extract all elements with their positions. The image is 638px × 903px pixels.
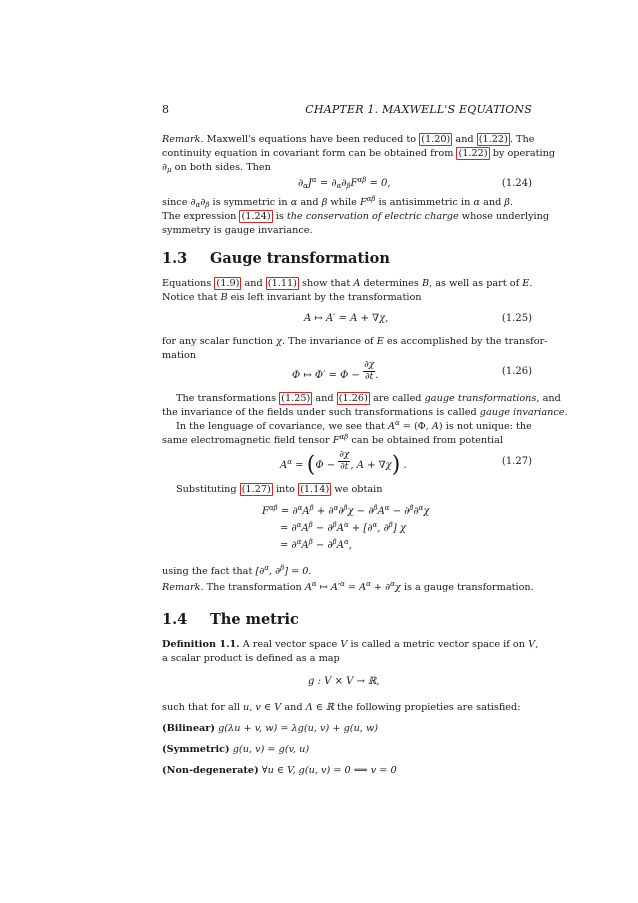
using-fact-line: using the fact that [∂$^\alpha$, ∂$^\beta$] = 0.	[162, 564, 312, 577]
substituting-line: Substituting (1.27) into (1.14) we obtain	[176, 484, 383, 495]
ref-eq-1-25[interactable]: (1.25)	[281, 393, 311, 404]
section-heading-1-4: 1.4 The metric	[162, 611, 299, 628]
equation-1-24: $\partial_\alpha J^\alpha = \partial_\alpha\partial_\beta F^{\alpha\beta} = 0$, (1.24)	[298, 176, 532, 190]
after-eq-1-25-line-2: mation	[162, 350, 197, 361]
after-eq-1-24-line-2: The expression (1.24) is the conservation of electric charge whose underlying	[162, 211, 550, 222]
equation-number: (1.24)	[501, 178, 532, 189]
after-eq-1-24-line-1: since $\partial_\alpha\partial_\beta$ is symmetric in α and β while $F^{\alpha\beta}$ is antisimmetric in α and β.	[162, 195, 514, 209]
gauge-line-2: Notice that B eis left invariant by the transformation	[162, 292, 422, 303]
equation-number: (1.27)	[501, 456, 532, 467]
remark-1-line-2: continuity equation in covariant form can be obtained from (1.22) by operating	[162, 148, 556, 159]
ref-eq-1-27[interactable]: (1.27)	[241, 484, 271, 495]
gauge-line-1: Equations (1.9) and (1.11) show that A determines B, as well as part of E.	[162, 278, 533, 289]
definition-line-3: such that for all u, v ∈ V and Λ ∈ ℝ the following propieties are satisfied:	[162, 702, 521, 713]
remark-1-line-1: Remark. Maxwell's equations have been reduced to (1.20) and (1.22) . The	[162, 134, 535, 145]
derivation-line-2: = $\partial^\alpha A^\beta - \partial^\beta A^\alpha + [\partial^\alpha$, ∂$^\beta$] χ	[280, 521, 406, 534]
after-eq-1-26-line-1: The transformations (1.25) and (1.26) are called gauge transformations, and	[176, 393, 561, 404]
after-eq-1-26-line-3: In the lenguage of covariance, we see that $A^\alpha = (\Phi$, A) is not unique: the	[176, 419, 532, 432]
chapter-title: CHAPTER 1. MAXWELL'S EQUATIONS	[305, 103, 532, 116]
definition-map-equation: g : V × V → ℝ,	[308, 676, 380, 687]
page-number: 8	[162, 103, 169, 116]
equation-1-25: A ↦ A′ = A + ∇χ, (1.25)	[304, 313, 532, 324]
ref-eq-1-11[interactable]: (1.11)	[267, 278, 297, 289]
section-heading-1-3: 1.3 Gauge transformation	[162, 250, 390, 267]
ref-eq-1-20[interactable]: (1.20)	[421, 134, 451, 145]
ref-eq-1-26[interactable]: (1.26)	[338, 393, 368, 404]
ref-eq-1-24[interactable]: (1.24)	[241, 211, 271, 222]
property-non-degenerate: (Non-degenerate) ∀u ∈ V, g(u, v) = 0 ⟺ v = 0	[162, 765, 397, 776]
remark-1-line-3: $\partial_\mu$ on both sides. Then	[162, 162, 271, 174]
definition-line-2: a scalar product is defined as a map	[162, 653, 340, 664]
equation-number: (1.26)	[501, 366, 532, 377]
derivation-line-3: = $\partial^\alpha A^\beta - \partial^\beta A^\alpha$,	[280, 538, 352, 551]
ref-eq-1-22[interactable]: (1.22)	[478, 134, 508, 145]
derivation-line-1: $F^{\alpha\beta} = \partial^\alpha A^\beta + \partial^\alpha\partial^\beta\chi - \partial^\beta A^\alpha - \partial^\beta\partial^\alpha\chi$	[262, 504, 430, 517]
remark-2-line: Remark. The transformation $A^\alpha$ ↦ $A'^\alpha = A^\alpha + \partial^\alpha\chi$ is a gauge transformation.	[162, 580, 534, 593]
ref-eq-1-22-b[interactable]: (1.22)	[458, 148, 488, 159]
ref-eq-1-9[interactable]: (1.9)	[216, 278, 240, 289]
equation-1-27: $A^\alpha = (\Phi$ − $\frac{\partial\chi}{\partial t}$ , A + ∇χ) . (1.27)	[280, 450, 532, 478]
ref-eq-1-14[interactable]: (1.14)	[300, 484, 330, 495]
property-bilinear: (Bilinear) g(λu + v, w) = λg(u, v) + g(u, w)	[162, 723, 379, 734]
after-eq-1-24-line-3: symmetry is gauge invariance.	[162, 225, 313, 236]
property-symmetric: (Symmetric) g(u, v) = g(v, u)	[162, 744, 310, 755]
equation-number: (1.25)	[501, 313, 532, 324]
equation-1-26: Φ ↦ Φ′ = Φ − $\frac{\partial\chi}{\partial t}$ . (1.26)	[292, 360, 532, 382]
after-eq-1-25-line-1: for any scalar function χ. The invariance of E es accomplished by the transfor-	[162, 336, 548, 347]
definition-line-1: Definition 1.1. A real vector space V is called a metric vector space if on V,	[162, 639, 539, 650]
after-eq-1-26-line-2: the invariance of the fields under such transformations is called gauge invariance.	[162, 407, 568, 418]
after-eq-1-26-line-4: same electromagnetic field tensor $F^{\alpha\beta}$ can be obtained from potential	[162, 433, 503, 446]
